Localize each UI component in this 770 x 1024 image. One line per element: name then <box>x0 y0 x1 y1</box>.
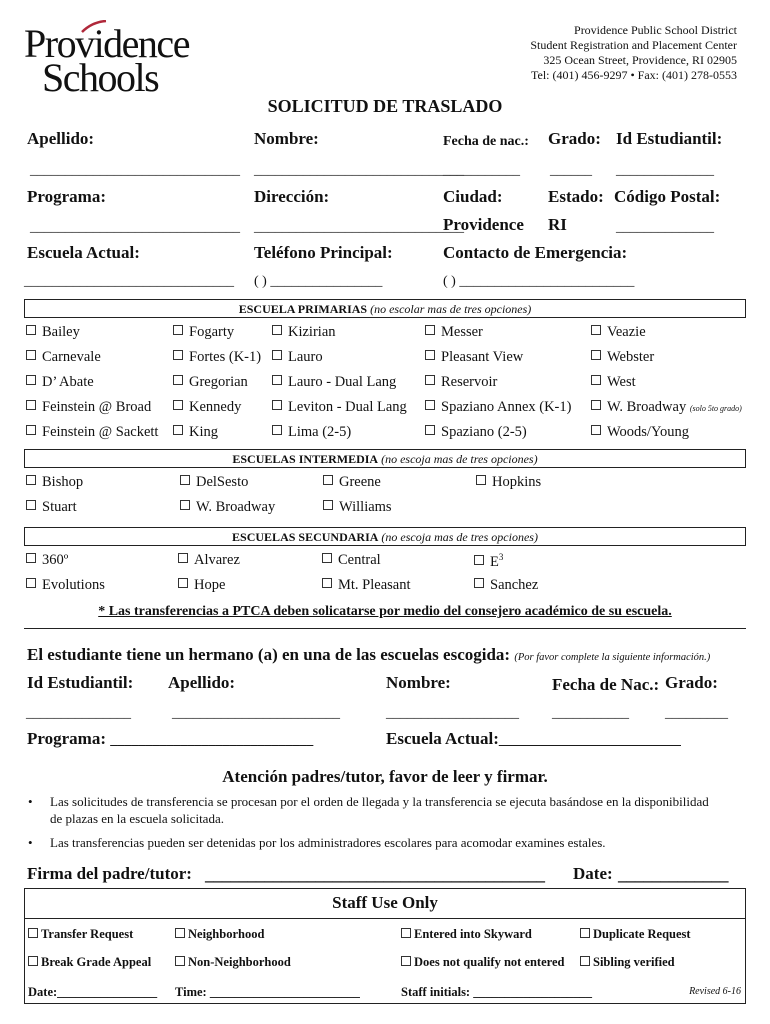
primarias-note: (no escolar mas de tres opciones) <box>370 302 532 316</box>
staff-non-neighborhood[interactable]: Non-Neighborhood <box>175 955 291 970</box>
checkbox-icon <box>175 956 185 966</box>
checkbox-icon <box>425 400 435 410</box>
checkbox-icon <box>26 400 36 410</box>
checkbox-icon <box>26 475 36 485</box>
sibling-nombre-label: Nombre: <box>386 673 451 692</box>
codigo-field[interactable]: ______________ <box>616 220 714 235</box>
option-feinstein-sackett[interactable]: Feinstein @ Sackett <box>26 424 158 441</box>
option-messer[interactable]: Messer <box>425 324 483 341</box>
option-w-broadway[interactable]: W. Broadway (solo 5to grado) <box>591 399 742 416</box>
staff-title: Staff Use Only <box>332 893 438 912</box>
option-spaziano-annex[interactable]: Spaziano Annex (K-1) <box>425 399 571 416</box>
telefono-field[interactable]: ( ) ________________ <box>254 274 383 289</box>
checkbox-icon <box>26 578 36 588</box>
checkbox-icon <box>175 928 185 938</box>
contacto-label: Contacto de Emergencia: <box>443 243 628 262</box>
sibling-grado-label: Grado: <box>665 673 718 692</box>
sibling-apellido-label: Apellido: <box>168 673 236 692</box>
codigo-label: Código Postal: <box>614 187 721 206</box>
checkbox-icon <box>425 350 435 360</box>
attention-title: Atención padres/tutor, favor de leer y firmar. <box>222 767 548 786</box>
option-fortes[interactable]: Fortes (K-1) <box>173 349 261 366</box>
checkbox-icon <box>272 425 282 435</box>
option-lima[interactable]: Lima (2-5) <box>272 424 351 441</box>
option-feinstein-broad[interactable]: Feinstein @ Broad <box>26 399 151 416</box>
intermedia-title: ESCUELAS INTERMEDIA <box>232 452 379 466</box>
secundaria-header <box>24 527 746 546</box>
e3-superscript: 3 <box>498 552 504 562</box>
signature-label: Firma del padre/tutor: <box>27 864 192 883</box>
checkbox-icon <box>322 553 332 563</box>
nombre-field[interactable]: ______________________________ <box>254 163 464 178</box>
checkbox-icon <box>401 956 411 966</box>
checkbox-icon <box>476 475 486 485</box>
sibling-escuela-field[interactable]: __________________________ <box>498 733 681 748</box>
checkbox-icon <box>272 350 282 360</box>
revised-date: Revised 6-16 <box>689 986 741 997</box>
option-spaziano[interactable]: Spaziano (2-5) <box>425 424 527 441</box>
signature-date-field[interactable]: _____________ <box>618 865 729 884</box>
option-carnevale[interactable]: Carnevale <box>26 349 101 366</box>
checkbox-icon <box>26 500 36 510</box>
option-evolutions[interactable]: Evolutions <box>26 577 105 594</box>
escuela-field[interactable]: ______________________________ <box>24 274 234 289</box>
staff-transfer-request[interactable]: Transfer Request <box>28 927 133 942</box>
sibling-fecha-label: Fecha de Nac.: <box>552 675 660 694</box>
option-w-broadway-ms[interactable]: W. Broadway <box>180 499 275 516</box>
option-mt-pleasant[interactable]: Mt. Pleasant <box>322 577 411 594</box>
id-label: Id Estudiantil: <box>616 129 723 148</box>
checkbox-icon <box>26 553 36 563</box>
option-fogarty[interactable]: Fogarty <box>173 324 234 341</box>
street-address: 325 Ocean Street, Providence, RI 02905 <box>543 53 737 67</box>
option-king[interactable]: King <box>173 424 218 441</box>
phone-fax: Tel: (401) 456-9297 • Fax: (401) 278-0553 <box>531 68 737 82</box>
checkbox-icon <box>580 956 590 966</box>
option-hopkins[interactable]: Hopkins <box>476 474 541 491</box>
option-reservoir[interactable]: Reservoir <box>425 374 497 391</box>
sibling-apellido-field[interactable]: ________________________ <box>172 706 340 721</box>
option-lauro-dual[interactable]: Lauro - Dual Lang <box>272 374 396 391</box>
option-alvarez[interactable]: Alvarez <box>178 552 240 569</box>
checkbox-icon <box>173 375 183 385</box>
option-delsesto[interactable]: DelSesto <box>180 474 248 491</box>
checkbox-icon <box>272 375 282 385</box>
staff-divider <box>25 918 745 919</box>
checkbox-icon <box>26 325 36 335</box>
checkbox-icon <box>272 400 282 410</box>
option-woods-young[interactable]: Woods/Young <box>591 424 689 441</box>
primarias-title: ESCUELA PRIMARIAS <box>238 302 368 316</box>
sibling-id-label: Id Estudiantil: <box>27 673 134 692</box>
sibling-grado-field[interactable]: _________ <box>665 706 728 721</box>
checkbox-icon <box>180 500 190 510</box>
grado-label: Grado: <box>548 129 601 148</box>
sibling-escuela-label: Escuela Actual:__________________________ <box>386 729 681 748</box>
staff-initials-field[interactable]: Staff initials: ___________________ <box>401 985 592 999</box>
intermedia-header <box>24 449 746 468</box>
staff-sibling-verified[interactable]: Sibling verified <box>580 955 675 970</box>
apellido-label: Apellido: <box>27 129 95 148</box>
direccion-label: Dirección: <box>254 187 330 206</box>
secundaria-title: ESCUELAS SECUNDARIA <box>232 530 379 544</box>
estado-value: RI <box>548 215 567 234</box>
option-veazie[interactable]: Veazie <box>591 324 646 341</box>
checkbox-icon <box>173 425 183 435</box>
option-hope[interactable]: Hope <box>178 577 225 594</box>
option-webster[interactable]: Webster <box>591 349 654 366</box>
programa-field[interactable]: ______________________________ <box>30 220 240 235</box>
sibling-nombre-field[interactable]: ___________________ <box>386 706 519 721</box>
option-dabate[interactable]: D’ Abate <box>26 374 94 391</box>
sibling-heading-note: (Por favor complete la siguiente información.) <box>514 652 711 663</box>
option-bailey[interactable]: Bailey <box>26 324 80 341</box>
checkbox-icon <box>425 425 435 435</box>
bullet-icon: • <box>28 794 33 809</box>
sibling-id-field[interactable]: _______________ <box>26 706 131 721</box>
fecha-field[interactable]: ___________ <box>443 163 520 178</box>
checkbox-icon <box>425 325 435 335</box>
checkbox-icon <box>323 500 333 510</box>
staff-not-qualify[interactable]: Does not qualify not entered <box>401 955 564 970</box>
checkbox-icon <box>591 325 601 335</box>
fecha-label: Fecha de nac.: <box>443 134 529 149</box>
checkbox-icon <box>26 425 36 435</box>
district-name: Providence Public School District <box>574 23 737 37</box>
telefono-label: Teléfono Principal: <box>254 243 393 262</box>
checkbox-icon <box>178 578 188 588</box>
option-kennedy[interactable]: Kennedy <box>173 399 241 416</box>
intermedia-note: (no escoja mas de tres opciones) <box>381 452 538 466</box>
logo-providence: Providence <box>24 21 189 66</box>
escuela-label: Escuela Actual: <box>27 243 140 262</box>
option-stuart[interactable]: Stuart <box>26 499 77 516</box>
sibling-programa-field[interactable]: _____________________________ <box>110 733 314 748</box>
sibling-programa-label: Programa: _____________________________ <box>27 729 314 748</box>
grado-field[interactable]: ______ <box>550 163 592 178</box>
checkbox-icon <box>591 425 601 435</box>
checkbox-icon <box>180 475 190 485</box>
option-sanchez[interactable]: Sanchez <box>474 577 538 594</box>
staff-date-field[interactable]: Date:________________ <box>28 985 158 999</box>
option-central[interactable]: Central <box>322 552 381 569</box>
staff-box <box>24 888 746 1004</box>
nombre-label: Nombre: <box>254 129 319 148</box>
bullet-icon: • <box>28 835 33 850</box>
checkbox-icon <box>591 350 601 360</box>
option-bishop[interactable]: Bishop <box>26 474 83 491</box>
checkbox-icon <box>173 325 183 335</box>
sibling-heading: El estudiante tiene un hermano (a) en una de las escuelas escogida: (Por favor complete la siguiente información.) <box>27 645 711 664</box>
checkbox-icon <box>401 928 411 938</box>
secundaria-note: (no escoja mas de tres opciones) <box>381 530 538 544</box>
id-field[interactable]: ______________ <box>616 163 714 178</box>
programa-label: Programa: <box>27 187 106 206</box>
center-name: Student Registration and Placement Center <box>530 38 737 52</box>
checkbox-icon <box>323 475 333 485</box>
option-greene[interactable]: Greene <box>323 474 381 491</box>
option-williams[interactable]: Williams <box>323 499 392 516</box>
contacto-field[interactable]: ( ) _________________________ <box>443 274 635 289</box>
checkbox-icon <box>26 375 36 385</box>
logo-schools: Schools <box>42 55 159 100</box>
signature-date-label: Date: <box>573 864 613 883</box>
staff-time-field[interactable]: Time: ________________________ <box>175 985 360 999</box>
primarias-header <box>24 299 746 318</box>
staff-neighborhood[interactable]: Neighborhood <box>175 927 264 942</box>
checkbox-icon <box>173 350 183 360</box>
checkbox-icon <box>272 325 282 335</box>
option-leviton-dual[interactable]: Leviton - Dual Lang <box>272 399 407 416</box>
option-e3[interactable]: $E^3$ <box>474 552 503 571</box>
estado-label: Estado: <box>548 187 604 206</box>
sibling-fecha-field[interactable]: ___________ <box>552 706 629 721</box>
checkbox-icon <box>591 400 601 410</box>
checkbox-icon <box>173 400 183 410</box>
checkbox-icon <box>425 375 435 385</box>
direccion-field[interactable]: ______________________________ <box>254 220 464 235</box>
checkbox-icon <box>474 555 484 565</box>
ciudad-value: Providence <box>443 215 524 234</box>
signature-field[interactable]: ________________________________________ <box>205 865 545 884</box>
staff-duplicate[interactable]: Duplicate Request <box>580 927 691 942</box>
option-kizirian[interactable]: Kizirian <box>272 324 336 341</box>
checkbox-icon <box>474 578 484 588</box>
wbroadway-note: (solo 5to grado) <box>689 404 742 413</box>
staff-break-grade[interactable]: Break Grade Appeal <box>28 955 151 970</box>
checkbox-icon <box>178 553 188 563</box>
checkbox-icon <box>591 375 601 385</box>
option-pleasant-view[interactable]: Pleasant View <box>425 349 523 366</box>
option-360[interactable]: 360º <box>26 552 68 569</box>
checkbox-icon <box>322 578 332 588</box>
apellido-field[interactable]: ______________________________ <box>30 163 240 178</box>
checkbox-icon <box>28 956 38 966</box>
checkbox-icon <box>26 350 36 360</box>
ptca-note: * Las transferencias a PTCA deben solicatarse por medio del consejero académico de su escuela. <box>98 604 672 619</box>
option-lauro[interactable]: Lauro <box>272 349 323 366</box>
option-west[interactable]: West <box>591 374 636 391</box>
ciudad-label: Ciudad: <box>443 187 503 206</box>
form-title: SOLICITUD DE TRASLADO <box>267 96 503 116</box>
staff-skyward[interactable]: Entered into Skyward <box>401 927 532 942</box>
checkbox-icon <box>28 928 38 938</box>
checkbox-icon <box>580 928 590 938</box>
option-gregorian[interactable]: Gregorian <box>173 374 248 391</box>
